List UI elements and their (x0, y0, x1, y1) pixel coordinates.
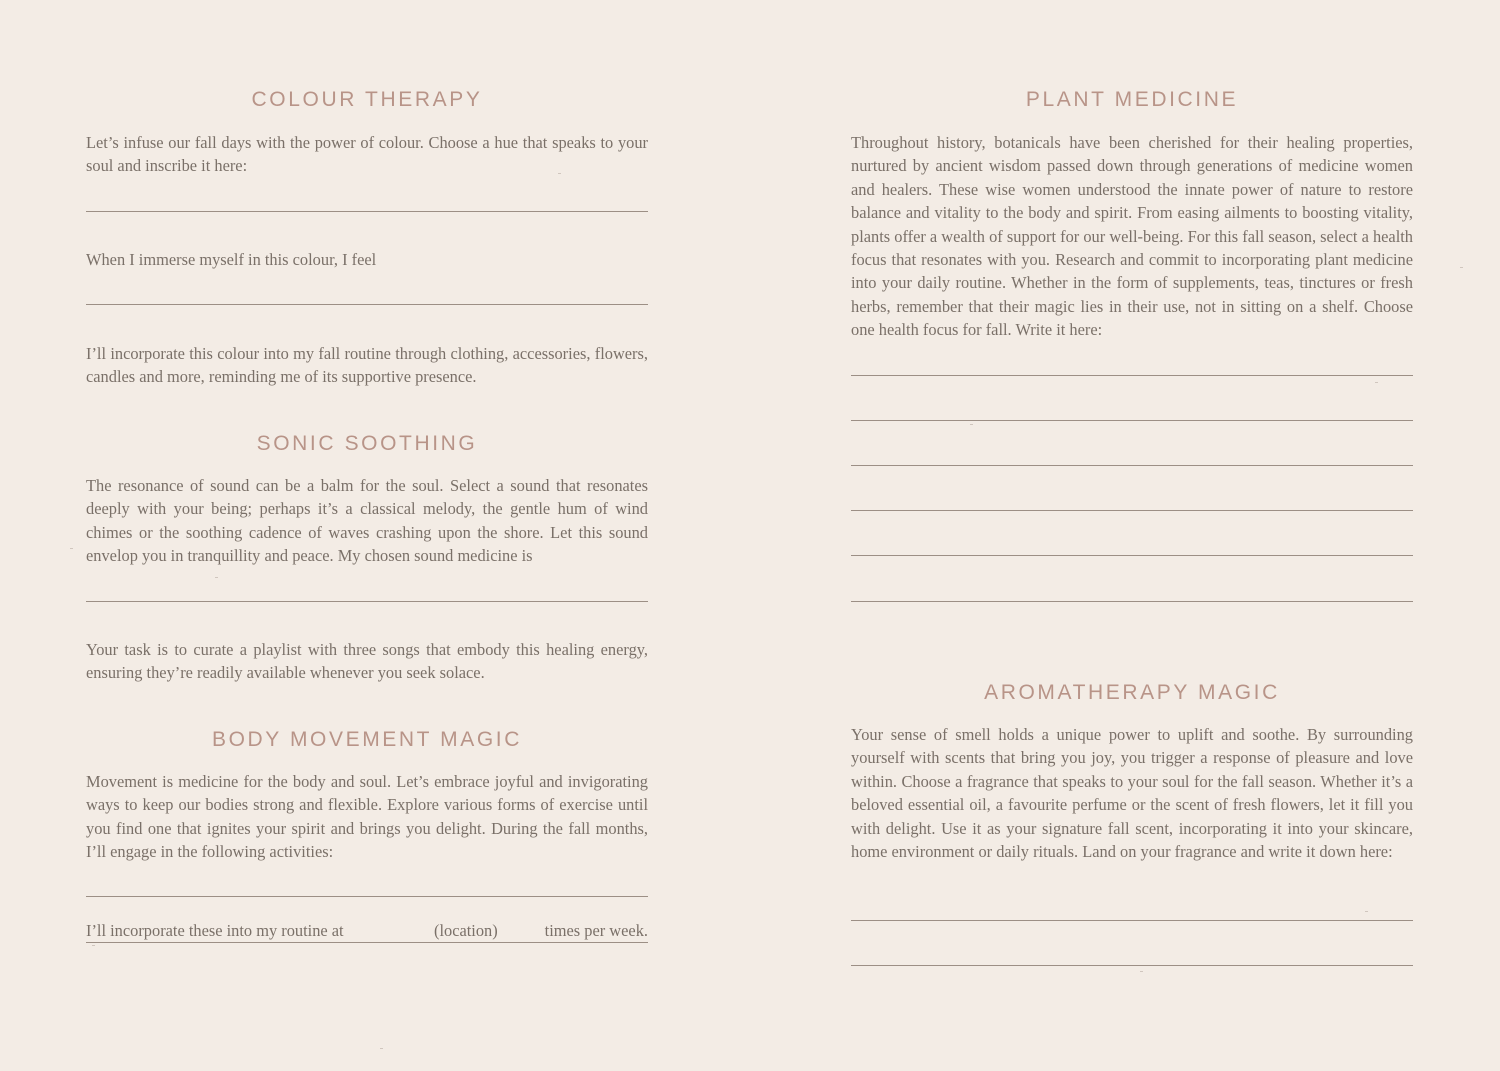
activities-write-line[interactable] (86, 896, 648, 897)
plant-medicine-heading: PLANT MEDICINE (1025, 88, 1239, 111)
paper-speck (380, 1048, 383, 1049)
health-focus-line-6[interactable] (851, 601, 1413, 602)
paper-speck (92, 945, 95, 946)
colour-feel-write-line[interactable] (86, 304, 648, 305)
paper-speck (1460, 267, 1463, 268)
fragrance-write-line-1[interactable] (851, 920, 1413, 921)
commit-location-label: (location) (434, 921, 498, 940)
paper-speck (70, 548, 73, 549)
body-movement-body: Movement is medicine for the body and soul. Let’s embrace joyful and invigorating ways to keep our bodies strong and flexible. Explore various forms of exercise until you find one that ignites your spirit and brings you delight. During the fall months, I’ll engage in the following activities: (86, 772, 648, 862)
colour-therapy-intro: Let’s infuse our fall days with the power of colour. Choose a hue that speaks to your soul and inscribe it here: (86, 133, 648, 176)
paper-speck (1375, 382, 1378, 383)
colour-feel-prompt: When I immerse myself in this colour, I feel (86, 250, 377, 269)
paper-speck (1140, 971, 1143, 972)
paper-speck (1365, 911, 1368, 912)
health-focus-line-1[interactable] (851, 375, 1413, 376)
commit-frequency-label: times per week. (544, 921, 648, 940)
health-focus-line-4[interactable] (851, 510, 1413, 511)
sonic-soothing-heading: SONIC SOOTHING (256, 432, 478, 455)
sonic-soothing-body: The resonance of sound can be a balm for the soul. Select a sound that resonates deeply with your being; perhaps it’s a classical melody, the gentle hum of wind chimes or the soothing cadence of waves crashing upon the shore. Let this sound envelop you in tranquillity and peace. My chosen sound medicine is (86, 476, 648, 566)
fragrance-write-line-2[interactable] (851, 965, 1413, 966)
health-focus-line-3[interactable] (851, 465, 1413, 466)
commit-prefix: I’ll incorporate these into my routine at (86, 921, 344, 940)
aromatherapy-body: Your sense of smell holds a unique power to uplift and soothe. By surrounding yourself with scents that bring you joy, you trigger a response of pleasure and love within. Choose a fragrance that speaks to your soul for the fall season. Whether it’s a beloved essential oil, a favourite perfume or the scent of fresh flowers, let it fill you with delight. Use it as your signature fall scent, incorporating it into your skincare, home environment or daily rituals. Land on your fragrance and write it down here: (851, 725, 1413, 862)
plant-medicine-body: Throughout history, botanicals have been cherished for their healing properties, nurtured by ancient wisdom passed down through generations of medicine women and healers. These wise women understood the innate power of nature to restore balance and vitality to the body and spirit. From easing ailments to boosting vitality, plants offer a wealth of support for our well-being. For this fall season, select a health focus that resonates with you. Research and commit to incorporating plant medicine into your daily routine. Whether in the form of supplements, teas, tinctures or fresh herbs, remember that their magic lies in their use, not in sitting on a shelf. Choose one health focus for fall. Write it here: (851, 133, 1413, 340)
paper-speck (558, 173, 561, 174)
health-focus-line-5[interactable] (851, 555, 1413, 556)
aromatherapy-heading: AROMATHERAPY MAGIC (984, 681, 1280, 704)
colour-therapy-heading: COLOUR THERAPY (251, 88, 483, 111)
colour-write-line[interactable] (86, 211, 648, 212)
health-focus-line-2[interactable] (851, 420, 1413, 421)
sound-write-line[interactable] (86, 601, 648, 602)
playlist-task-text: Your task is to curate a playlist with three songs that embody this healing energy, ensuring they’re readily available whenever you seek solace. (86, 640, 648, 683)
paper-speck (970, 424, 973, 425)
movement-commit-line[interactable] (86, 920, 648, 943)
paper-speck (215, 577, 218, 578)
colour-routine-text: I’ll incorporate this colour into my fall routine through clothing, accessories, flowers, candles and more, reminding me of its supportive presence. (86, 344, 648, 387)
body-movement-heading: BODY MOVEMENT MAGIC (212, 728, 522, 751)
